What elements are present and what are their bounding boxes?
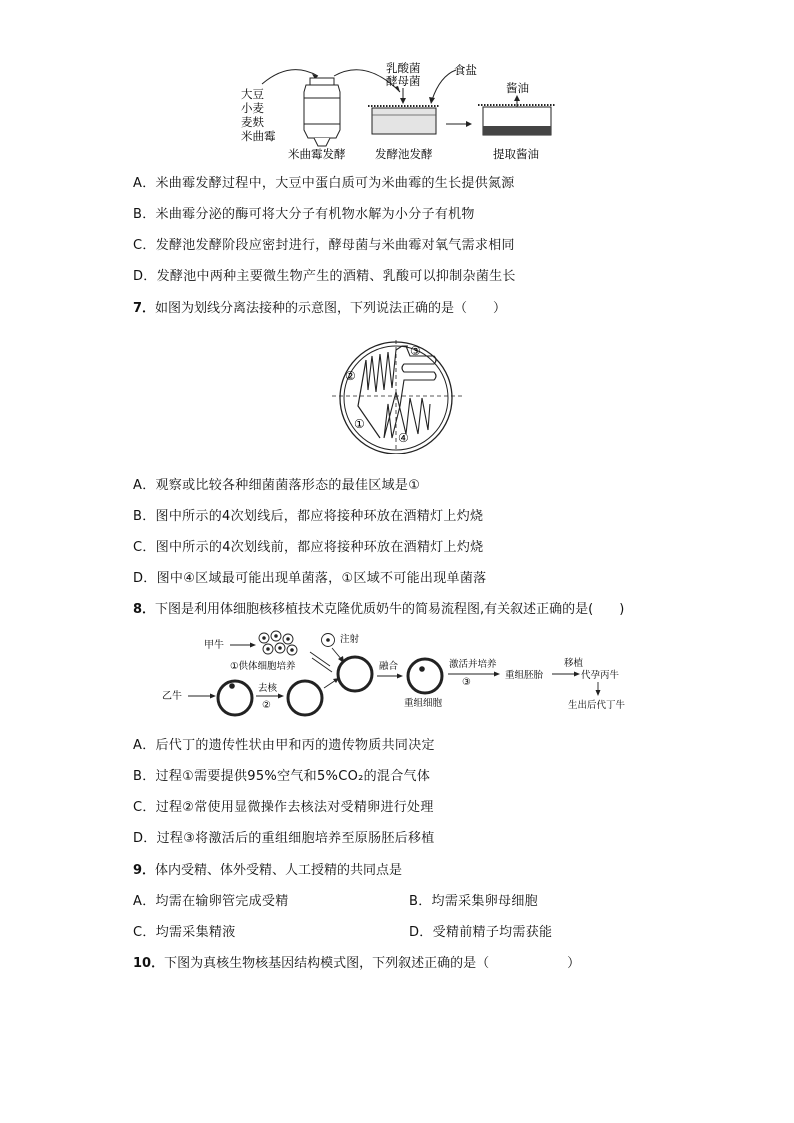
label-step2: ② [262,700,271,711]
label-activate: 激活并培养 [449,659,497,670]
label-transfer: 移植 [564,658,584,669]
soy-sauce-fermentation-figure [230,58,570,166]
label-step3: ③ [462,677,471,688]
option-label: B． [409,894,432,909]
option-text: 发酵池中两种主要微生物产生的酒精、乳酸可以抑制杂菌生长 [156,269,516,284]
option-label: A． [133,738,156,753]
option-label: C． [133,540,156,555]
q9-option-b [409,890,538,909]
option-label: B． [133,769,156,784]
streak-plate-figure [330,334,470,454]
option-label: A． [133,176,156,191]
q7-option-c [133,536,483,555]
label-cow-jia: 甲牛 [204,640,224,651]
option-label: C． [133,238,156,253]
option-text: 观察或比较各种细菌菌落形态的最佳区域是① [155,478,421,493]
q9-option-d [409,921,552,940]
q6-option-d [133,265,516,284]
label-salt: 食盐 [454,63,477,77]
arrowhead [397,674,403,679]
option-text: 过程①需要提供95%空气和5%CO₂的混合气体 [155,769,431,784]
label-inject: 注射 [340,634,360,645]
question-text: 下图是利用体细胞核移植技术克隆优质奶牛的简易流程图,有关叙述正确的是( ) [155,602,625,617]
ingredient-bran: 麦麸 [241,115,264,129]
arrowhead [596,690,601,696]
option-label: A． [133,894,156,909]
extraction-tank [478,105,555,135]
label-reconstructed-embryo: 重组胚胎 [505,670,544,681]
oocyte [218,681,252,715]
label-soy-sauce: 酱油 [506,81,529,95]
option-text: 后代丁的遗传性状由甲和丙的遗传物质共同决定 [155,738,435,753]
q8-option-c [133,796,434,815]
label-offspring: 生出后代丁牛 [568,700,626,711]
caption-aspergillus-fermentation: 米曲霉发酵 [288,147,346,161]
arrowhead [250,643,256,648]
question-text: 体内受精、体外受精、人工授精的共同点是 [155,863,403,878]
q7-option-a [133,474,420,493]
option-text: 图中所示的4次划线前，都应将接种环放在酒精灯上灼烧 [155,540,484,555]
q7-option-b [133,505,483,524]
option-label: B． [133,509,156,524]
option-text: 过程③将激活后的重组细胞培养至原肠胚后移植 [156,831,435,846]
ingredient-aspergillus: 米曲霉 [241,129,276,143]
arrow [324,680,336,688]
option-text: 米曲霉分泌的酶可将大分子有机物水解为小分子有机物 [155,207,475,222]
donor-cell-cluster [259,631,297,655]
question-text: 如图为划线分离法接种的示意图，下列说法正确的是（ ） [155,301,507,316]
option-text: 均需采集精液 [155,925,236,940]
arrowhead [210,694,216,699]
q8-option-b [133,765,430,784]
caption-pool-fermentation: 发酵池发酵 [375,147,433,161]
question-number: 7． [133,301,156,316]
q7-stem [133,297,506,316]
oocyte-nucleus [229,683,235,689]
q8-stem [133,598,624,617]
q9-option-a [133,890,289,909]
reconstructed-cell [408,659,442,693]
option-text: 图中所示的4次划线后，都应将接种环放在酒精灯上灼烧 [155,509,484,524]
label-reconstructed-cell: 重组细胞 [404,698,443,709]
region-label-2: ② [345,369,356,383]
donor-nucleus [326,638,330,642]
injected-oocyte [338,657,372,691]
label-lactobacillus: 乳酸菌 [386,61,421,75]
label-fuse: 融合 [379,661,399,672]
option-text: 图中④区域最可能出现单菌落，①区域不可能出现单菌落 [156,571,487,586]
q8-option-d [133,827,435,846]
arrowhead [429,97,435,104]
arrow-salt [432,70,456,100]
option-text: 均需采集卵母细胞 [431,894,538,909]
option-text: 过程②常使用显微操作去核法对受精卵进行处理 [155,800,434,815]
option-label: B． [133,207,156,222]
q6-option-c [133,234,515,253]
region-label-3: ③ [410,344,421,358]
question-number: 10． [133,956,165,971]
cloning-flow-diagram [160,628,640,724]
ingredient-wheat: 小麦 [241,101,264,115]
label-cow-yi: 乙牛 [162,691,182,702]
arrowhead [466,121,472,127]
question-number: 8． [133,602,156,617]
ingredient-soybean: 大豆 [241,87,264,101]
option-label: D． [133,831,157,846]
option-label: D． [409,925,433,940]
q9-option-c [133,921,236,940]
q6-option-b [133,203,475,222]
arrowhead [514,95,520,101]
q7-option-d [133,567,486,586]
q8-option-a [133,734,435,753]
option-label: D． [133,269,157,284]
option-label: D． [133,571,157,586]
fermentation-pool [368,106,440,134]
arrowhead [400,98,406,104]
option-label: C． [133,800,156,815]
fermenter-tank [304,78,340,146]
option-label: A． [133,478,156,493]
label-yeast: 酵母菌 [386,74,421,88]
q6-option-a [133,172,515,191]
arrowhead [574,672,580,677]
reconstructed-nucleus [419,666,425,672]
region-label-1: ① [354,417,365,431]
arrowhead [278,694,284,699]
question-number: 9． [133,863,156,878]
label-surrogate: 代孕丙牛 [581,670,620,681]
option-text: 米曲霉发酵过程中，大豆中蛋白质可为米曲霉的生长提供氮源 [155,176,515,191]
option-text: 均需在输卵管完成受精 [155,894,289,909]
option-label: C． [133,925,156,940]
option-text: 发酵池发酵阶段应密封进行，酵母菌与米曲霉对氧气需求相同 [155,238,515,253]
label-step1: ①供体细胞培养 [230,661,296,672]
q10-stem [133,952,580,971]
caption-extract-soy-sauce: 提取酱油 [493,147,539,161]
arrowhead [494,672,500,677]
region-label-4: ④ [398,431,409,445]
enucleated-oocyte [288,681,322,715]
question-text: 下图为真核生物核基因结构模式图，下列叙述正确的是（ ） [164,956,581,971]
option-text: 受精前精子均需获能 [432,925,553,940]
q9-stem [133,859,402,878]
label-enucleate: 去核 [258,683,278,694]
